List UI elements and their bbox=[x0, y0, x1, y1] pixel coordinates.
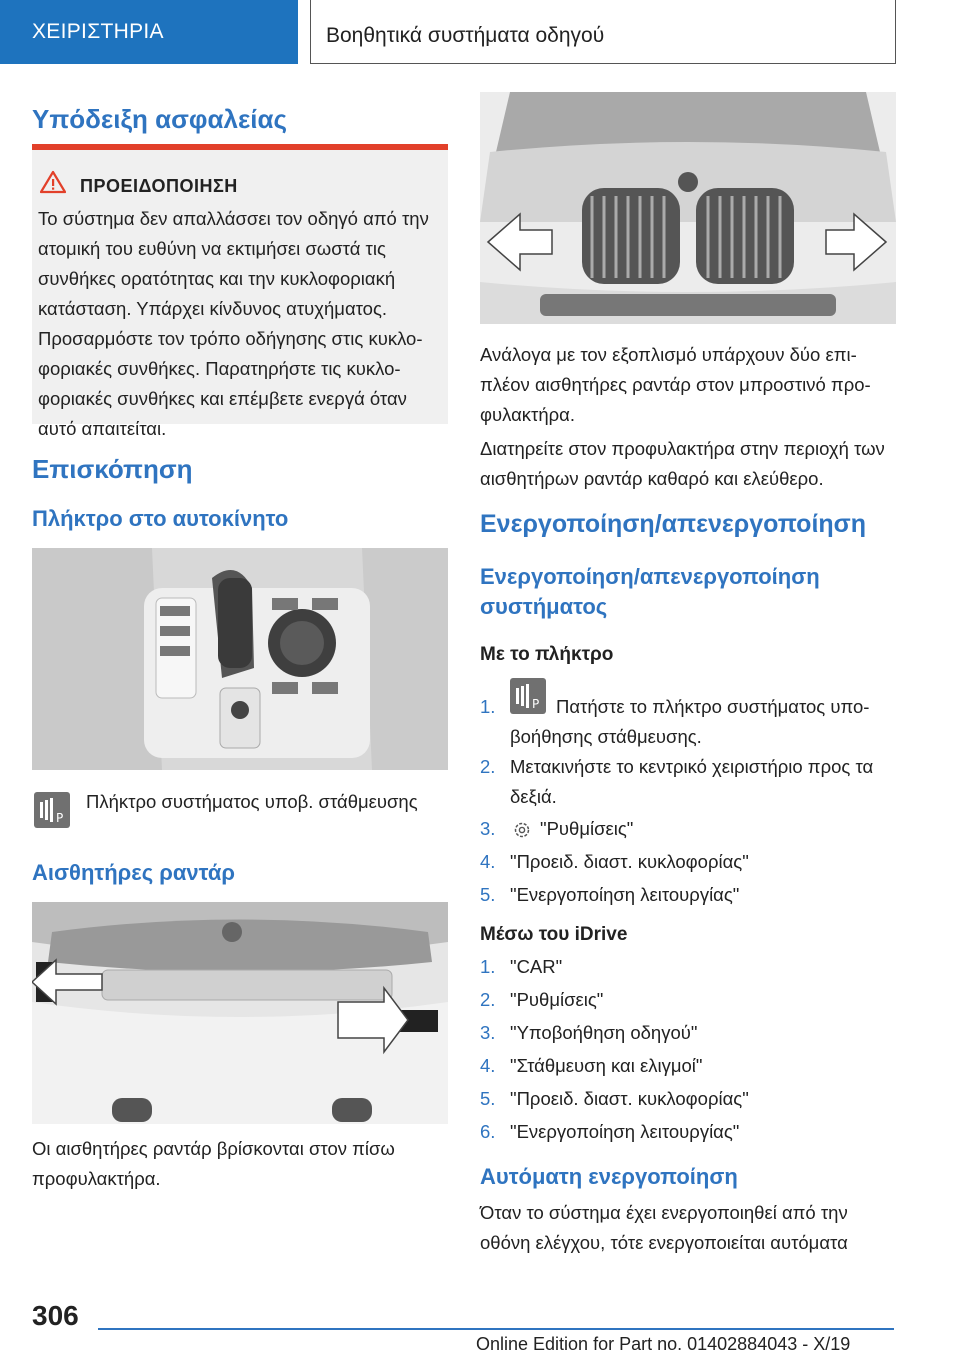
park-distance-control-icon bbox=[510, 678, 546, 714]
rear-bumper-image bbox=[32, 902, 448, 1124]
safety-heading: Υπόδειξη ασφαλείας bbox=[32, 104, 288, 134]
center-console-image bbox=[32, 548, 448, 770]
footer-rule bbox=[98, 1328, 894, 1330]
chapter-tab[interactable] bbox=[0, 0, 298, 64]
button-caption: Πλήκτρο συστήματος υποβ. στάθμευσης bbox=[86, 791, 418, 812]
idrive-steps-list bbox=[480, 956, 900, 1154]
park-distance-control-icon bbox=[34, 792, 70, 828]
list-item: 1. P Πατήστε το πλήκτρο συστήματος υπο- βοήθησης στάθμευσης. bbox=[480, 696, 900, 756]
list-item: 2. Μετακινήστε το κεντρικό χειριστήριο προς τα δεξιά. bbox=[480, 756, 874, 807]
section-title: Βοηθητικά συστήματα οδηγού bbox=[326, 24, 605, 47]
list-item: 5. "Ενεργοποίηση λειτουργίας" bbox=[480, 884, 740, 905]
list-item: 6. "Ενεργοποίηση λειτουργίας" bbox=[480, 1121, 740, 1142]
list-item: 2. "Ρυθμίσεις" bbox=[480, 989, 604, 1010]
list-item: 4. "Στάθμευση και ελιγμοί" bbox=[480, 1055, 703, 1076]
front-sensors-caption: Ανάλογα με τον εξοπλισμό υπάρχουν δύο επι- πλέον αισθητήρες ραντάρ στον μπροστινό προ- φυλακτήρα. bbox=[480, 344, 871, 425]
auto-activation-heading: Αυτόματη ενεργοποίηση bbox=[480, 1164, 738, 1189]
overview-heading: Επισκόπηση bbox=[32, 454, 193, 484]
system-heading: Ενεργοποίηση/απενεργοποίηση συστήματος bbox=[480, 564, 820, 619]
warning-triangle-icon bbox=[40, 170, 66, 194]
list-item: 3. "Ρυθμίσεις" bbox=[480, 818, 634, 839]
button-heading: Πλήκτρο στο αυτοκίνητο bbox=[32, 506, 289, 531]
with-button-heading: Με το πλήκτρο bbox=[480, 644, 614, 665]
svg-text:P: P bbox=[56, 811, 64, 825]
list-item: 5. "Προειδ. διαστ. κυκλοφορίας" bbox=[480, 1088, 749, 1109]
warning-title: ΠΡΟΕΙΔΟΠΟΙΗΣΗ bbox=[80, 176, 238, 196]
warning-text: Το σύστημα δεν απαλλάσσει τον οδηγό από την ατομική του ευθύνη να εκτιμήσει σωστά τις συνθήκες ορατότητας και την κυκλοφοριακή κατάσταση. Υπάρχει κίνδυνος ατυχήματος. Προσαρμόστε τον τρόπο οδήγησης στις κυκλο- φοριακές συνθήκες. Παρατηρήστε τις κυκλο- φοριακές συνθήκες και επέμβετε ενεργά όταν αυτό απαιτείται. bbox=[38, 208, 429, 439]
list-item: 1. "CAR" bbox=[480, 956, 563, 977]
auto-activation-text: Όταν το σύστημα έχει ενεργοποιηθεί από την οθόνη ελέγχου, τότε ενεργοποιείται αυτόματα bbox=[480, 1202, 848, 1253]
list-item: 3. "Υποβοήθηση οδηγού" bbox=[480, 1022, 698, 1043]
activation-heading: Ενεργοποίηση/απενεργοποίηση bbox=[480, 510, 867, 538]
rear-sensors-caption: Οι αισθητήρες ραντάρ βρίσκονται στον πίσω προφυλακτήρα. bbox=[32, 1138, 395, 1189]
chapter-tab-label: ΧΕΙΡΙΣΤΗΡΙΑ bbox=[32, 20, 164, 43]
page-number: 306 bbox=[32, 1300, 79, 1331]
idrive-heading: Μέσω του iDrive bbox=[480, 924, 628, 945]
settings-gear-icon bbox=[512, 820, 532, 840]
list-item: 4. "Προειδ. διαστ. κυκλοφορίας" bbox=[480, 851, 749, 872]
button-steps-list bbox=[480, 696, 900, 917]
front-bumper-image bbox=[480, 92, 896, 324]
sensors-heading: Αισθητήρες ραντάρ bbox=[32, 860, 235, 885]
keep-clean-text: Διατηρείτε στον προφυλακτήρα στην περιοχή των αισθητήρων ραντάρ καθαρό και ελεύθερο. bbox=[480, 438, 885, 489]
edition-text: Online Edition for Part no. 01402884043 - X/19 bbox=[476, 1334, 851, 1354]
svg-text:P: P bbox=[532, 697, 540, 711]
